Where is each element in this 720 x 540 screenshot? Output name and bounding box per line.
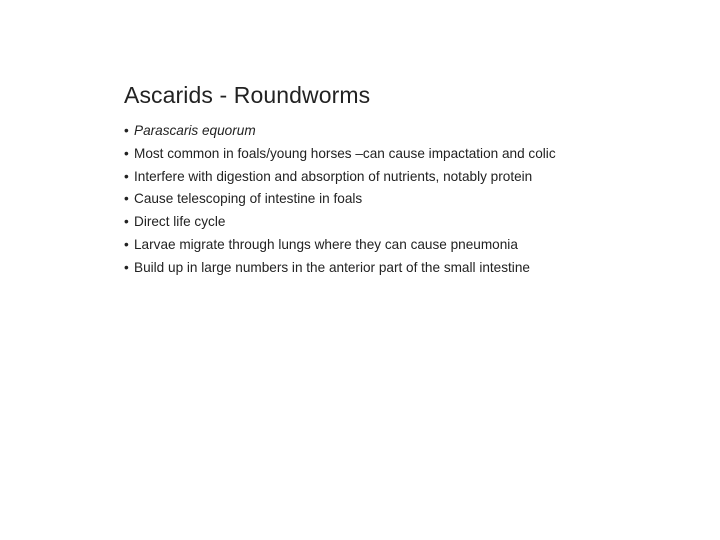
bullet-item-larvae-migrate (124, 234, 704, 257)
bullet-text: Parascaris equorum (134, 123, 256, 138)
bullet-marker: • (124, 236, 129, 252)
bullet-marker: • (124, 123, 129, 138)
bullet-item-build-up (124, 257, 704, 280)
bullet-marker: • (124, 191, 129, 207)
bullet-text: Direct life cycle (134, 214, 226, 230)
bullet-list (124, 120, 704, 280)
bullet-text: Larvae migrate through lungs where they can cause pneumonia (134, 236, 518, 252)
bullet-marker: • (124, 145, 129, 161)
bullet-item-telescoping (124, 188, 704, 211)
slide-title: Ascarids - Roundworms (124, 82, 371, 108)
bullet-text: Most common in foals/young horses –can cause impactation and colic (134, 145, 556, 161)
bullet-item-digestion (124, 166, 704, 189)
bullet-item-species (124, 120, 704, 143)
bullet-text: Cause telescoping of intestine in foals (134, 191, 363, 207)
bullet-marker: • (124, 214, 129, 230)
bullet-text: Interfere with digestion and absorption of nutrients, notably protein (134, 168, 533, 184)
bullet-marker: • (124, 259, 129, 275)
bullet-text: Build up in large numbers in the anterior part of the small intestine (134, 259, 530, 275)
bullet-item-common-in-foals (124, 143, 704, 166)
bullet-marker: • (124, 168, 129, 184)
bullet-item-life-cycle (124, 211, 704, 234)
